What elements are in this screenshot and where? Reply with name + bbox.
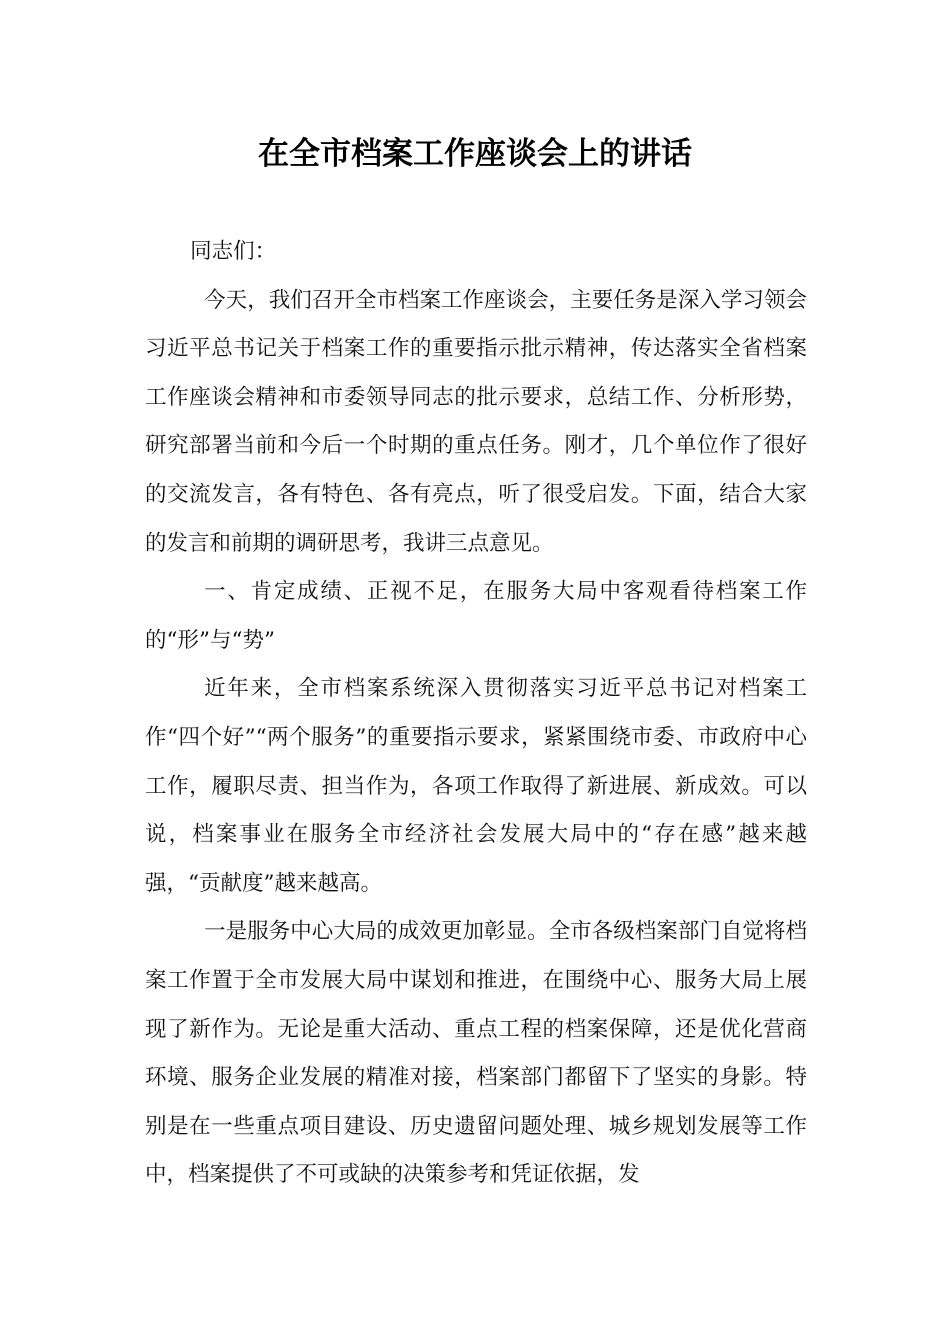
document-title: 在全市档案工作座谈会上的讲话 — [258, 136, 692, 172]
paragraph-intro: 今天，我们召开全市档案工作座谈会，主要任务是深入学习领会习近平总书记关于档案工作的重要指示批示精神，传达落实全省档案工作座谈会精神和市委领导同志的批示要求，总结工作、分析形势，研究部署当前和今后一个时期的重点任务。刚才，几个单位作了很好的交流发言，各有特色、各有亮点，听了很受启发。下面，结合大家的发言和前期的调研思考，我讲三点意见。 — [145, 287, 807, 556]
section-heading-1: 一、肯定成绩、正视不足，在服务大局中客观看待档案工作的“形”与“势” — [145, 579, 807, 653]
paragraph-point-1: 一是服务中心大局的成效更加彰显。全市各级档案部门自觉将档案工作置于全市发展大局中谋划和推进，在围绕中心、服务大局上展现了新作为。无论是重大活动、重点工程的档案保障，还是优化营商环境、服务企业发展的精准对接，档案部门都留下了坚实的身影。特别是在一些重点项目建设、历史遗留问题处理、城乡规划发展等工作中，档案提供了不可或缺的决策参考和凭证依据，发 — [145, 919, 807, 1188]
salutation: 同志们： — [190, 239, 277, 264]
document-body — [145, 228, 807, 1200]
paragraph-achievements: 近年来，全市档案系统深入贯彻落实习近平总书记对档案工作“四个好”“两个服务”的重要指示要求，紧紧围绕市委、市政府中心工作，履职尽责、担当作为，各项工作取得了新进展、新成效。可以说，档案事业在服务全市经济社会发展大局中的“存在感”越来越强，“贡献度”越来越高。 — [145, 676, 807, 896]
